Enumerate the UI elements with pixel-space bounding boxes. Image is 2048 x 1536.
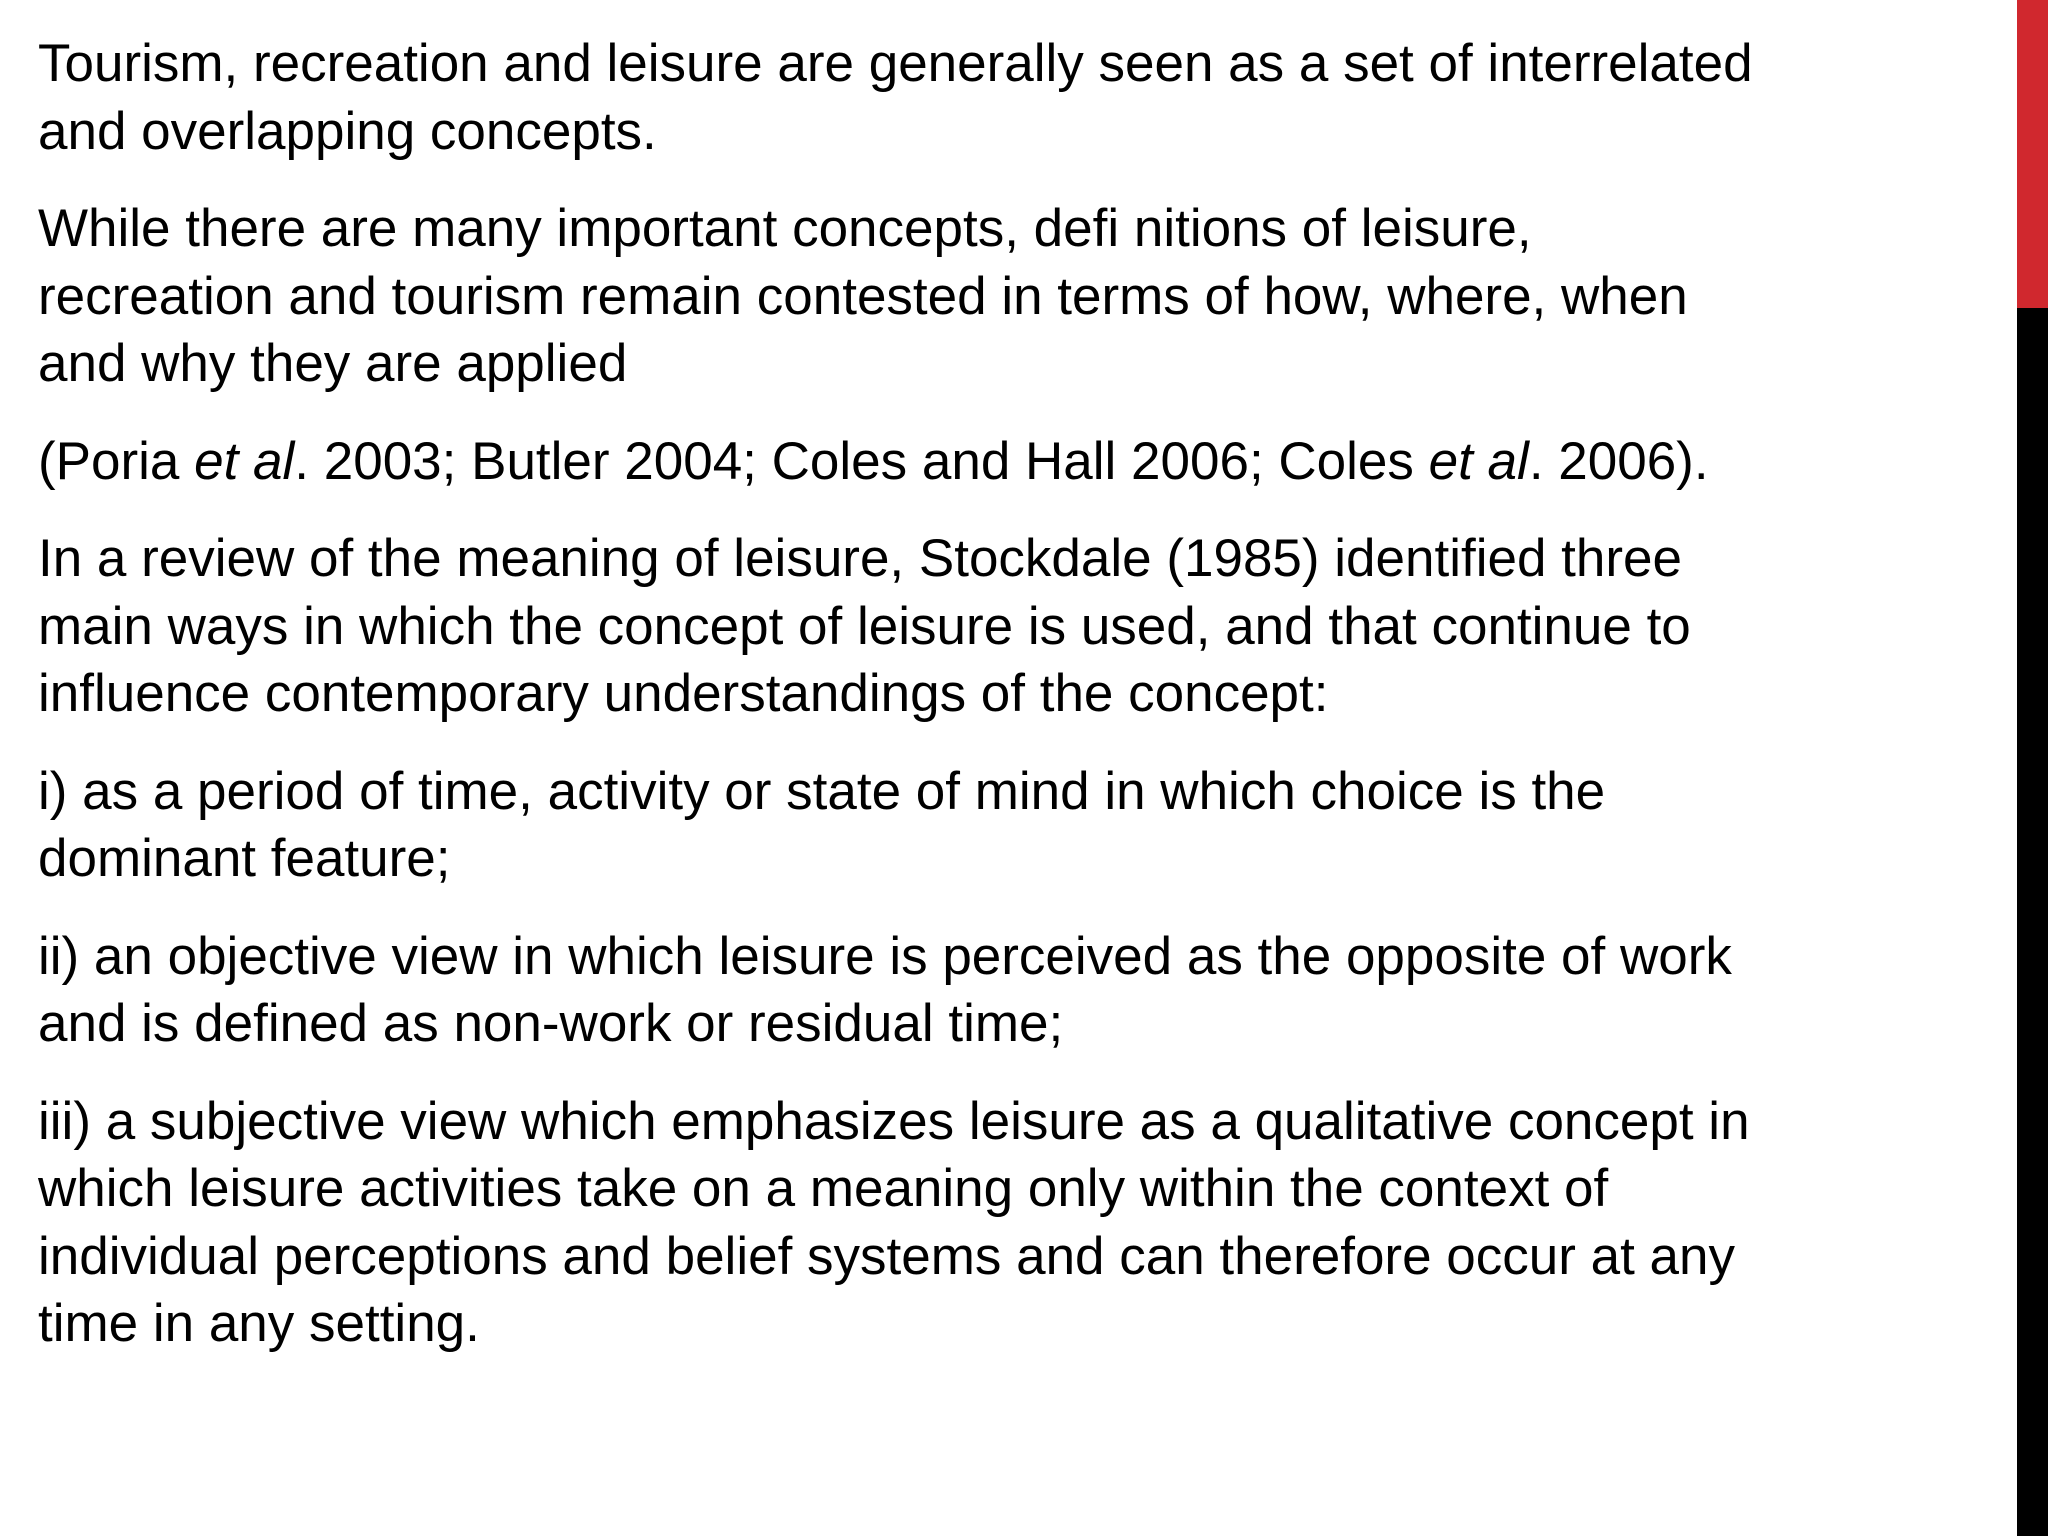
- list-item-2: ii) an objective view in which leisure is perceived as the opposite of work and is defined as non-work or residual time;: [38, 926, 1732, 1053]
- paragraph-citation: [38, 428, 1998, 496]
- citation-etal-1: et al: [194, 431, 295, 491]
- citation-close: . 2006).: [1528, 431, 1709, 491]
- citation-middle: . 2003; Butler 2004; Coles and Hall 2006; Coles: [294, 431, 1429, 491]
- paragraph-definitions: While there are many important concepts, defi nitions of leisure, recreation and tourism remain contested in terms of how, where, when and why they are applied: [38, 199, 1688, 393]
- list-item-3: iii) a subjective view which emphasizes leisure as a qualitative concept in which leisure activities take on a meaning only within the context of individual perceptions and belief systems and can therefore occur at any time in any setting.: [38, 1091, 1750, 1353]
- side-bar-accent: [2017, 0, 2048, 308]
- paragraph-intro: Tourism, recreation and leisure are generally seen as a set of interrelated and overlapping concepts.: [38, 34, 1753, 161]
- citation-etal-2: et al: [1428, 431, 1529, 491]
- side-decoration-bar: [2017, 0, 2048, 1536]
- list-item-1: i) as a period of time, activity or state of mind in which choice is the dominant feature;: [38, 761, 1606, 888]
- side-bar-dark: [2017, 308, 2048, 1536]
- paragraph-review: In a review of the meaning of leisure, Stockdale (1985) identified three main ways in which the concept of leisure is used, and that continue to influence contemporary understandings of the concept:: [38, 529, 1691, 723]
- citation-open: (Poria: [38, 431, 195, 491]
- slide-body: [38, 30, 1998, 1388]
